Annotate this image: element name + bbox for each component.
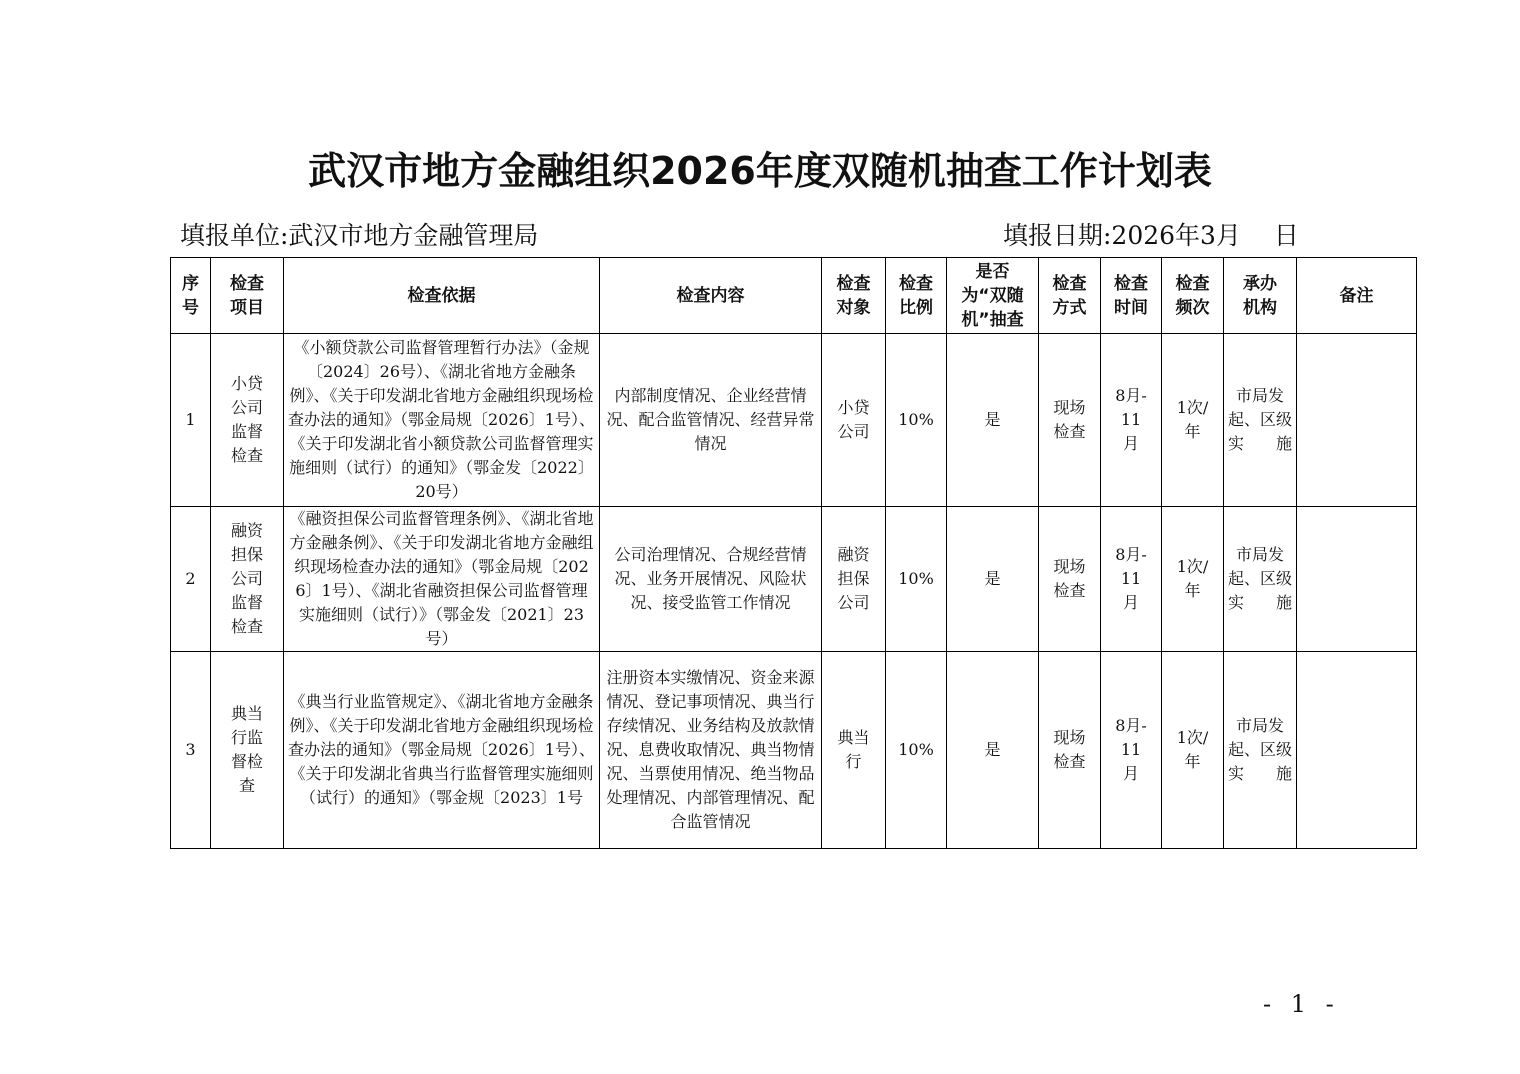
cell-note: [1297, 652, 1417, 849]
header-random: 是否为“双随机”抽查: [947, 258, 1039, 334]
table-header-row: [171, 258, 1417, 334]
table-row: [171, 334, 1417, 507]
cell-freq: 1次/年: [1162, 507, 1224, 652]
cell-item: 小贷公司监督检查: [211, 334, 284, 507]
header-method: 检查方式: [1039, 258, 1101, 334]
cell-random: 是: [947, 507, 1039, 652]
page-number: - 1 -: [1263, 990, 1340, 1018]
cell-content: 公司治理情况、合规经营情况、业务开展情况、风险状况、接受监管工作情况: [600, 507, 822, 652]
cell-basis: 《典当行业监管规定》、《湖北省地方金融条例》、《关于印发湖北省地方金融组织现场检查办法的通知》（鄂金局规〔2026〕1号）、《关于印发湖北省典当行监督管理实施细则（试行）的通知》（鄂金规〔2023〕1号: [284, 652, 600, 849]
reporting-date: 填报日期:2026年3月 日: [1003, 221, 1299, 250]
reporting-unit: 填报单位:武汉市地方金融管理局: [180, 221, 539, 250]
cell-time: 8月-11月: [1101, 507, 1162, 652]
header-note: 备注: [1297, 258, 1417, 334]
cell-target: 融资担保公司: [822, 507, 886, 652]
cell-item: 典当行监督检查: [211, 652, 284, 849]
cell-time: 8月-11月: [1101, 652, 1162, 849]
cell-note: [1297, 334, 1417, 507]
cell-freq: 1次/年: [1162, 334, 1224, 507]
cell-freq: 1次/年: [1162, 652, 1224, 849]
cell-content: 注册资本实缴情况、资金来源情况、登记事项情况、典当行存续情况、业务结构及放款情况、息费收取情况、典当物情况、当票使用情况、绝当物品处理情况、内部管理情况、配合监管情况: [600, 652, 822, 849]
header-item: 检查项目: [211, 258, 284, 334]
header-target: 检查对象: [822, 258, 886, 334]
header-seq: 序号: [171, 258, 211, 334]
header-freq: 检查频次: [1162, 258, 1224, 334]
document-title: 武汉市地方金融组织2026年度双随机抽查工作计划表: [308, 149, 1212, 193]
cell-item: 融资担保公司监督检查: [211, 507, 284, 652]
cell-target: 典当行: [822, 652, 886, 849]
cell-ratio: 10%: [886, 334, 947, 507]
header-ratio: 检查比例: [886, 258, 947, 334]
cell-seq: 2: [171, 507, 211, 652]
cell-target: 小贷公司: [822, 334, 886, 507]
inspection-plan-table: [170, 257, 1417, 849]
cell-content: 内部制度情况、企业经营情况、配合监管情况、经营异常情况: [600, 334, 822, 507]
cell-random: 是: [947, 652, 1039, 849]
header-basis: 检查依据: [284, 258, 600, 334]
header-content: 检查内容: [600, 258, 822, 334]
cell-org: 市局发起、区级实施: [1224, 652, 1297, 849]
header-org: 承办机构: [1224, 258, 1297, 334]
table-row: [171, 652, 1417, 849]
cell-seq: 3: [171, 652, 211, 849]
cell-ratio: 10%: [886, 652, 947, 849]
cell-method: 现场检查: [1039, 334, 1101, 507]
cell-seq: 1: [171, 334, 211, 507]
cell-ratio: 10%: [886, 507, 947, 652]
cell-random: 是: [947, 334, 1039, 507]
cell-org: 市局发起、区级实施: [1224, 507, 1297, 652]
cell-time: 8月-11月: [1101, 334, 1162, 507]
table-row: [171, 507, 1417, 652]
cell-org: 市局发起、区级实施: [1224, 334, 1297, 507]
cell-basis: 《融资担保公司监督管理条例》、《湖北省地方金融条例》、《关于印发湖北省地方金融组织现场检查办法的通知》（鄂金局规〔2026〕1号）、《湖北省融资担保公司监督管理实施细则（试行）》（鄂金发〔2021〕23 号）: [284, 507, 600, 652]
cell-method: 现场检查: [1039, 652, 1101, 849]
cell-basis: 《小额贷款公司监督管理暂行办法》（金规〔2024〕26号）、《湖北省地方金融条例》、《关于印发湖北省地方金融组织现场检查办法的通知》（鄂金局规〔2026〕1号）、《关于印发湖北省小额贷款公司监督管理实施细则（试行）的通知》（鄂金发〔2022〕20号）: [284, 334, 600, 507]
cell-method: 现场检查: [1039, 507, 1101, 652]
cell-note: [1297, 507, 1417, 652]
header-time: 检查时间: [1101, 258, 1162, 334]
